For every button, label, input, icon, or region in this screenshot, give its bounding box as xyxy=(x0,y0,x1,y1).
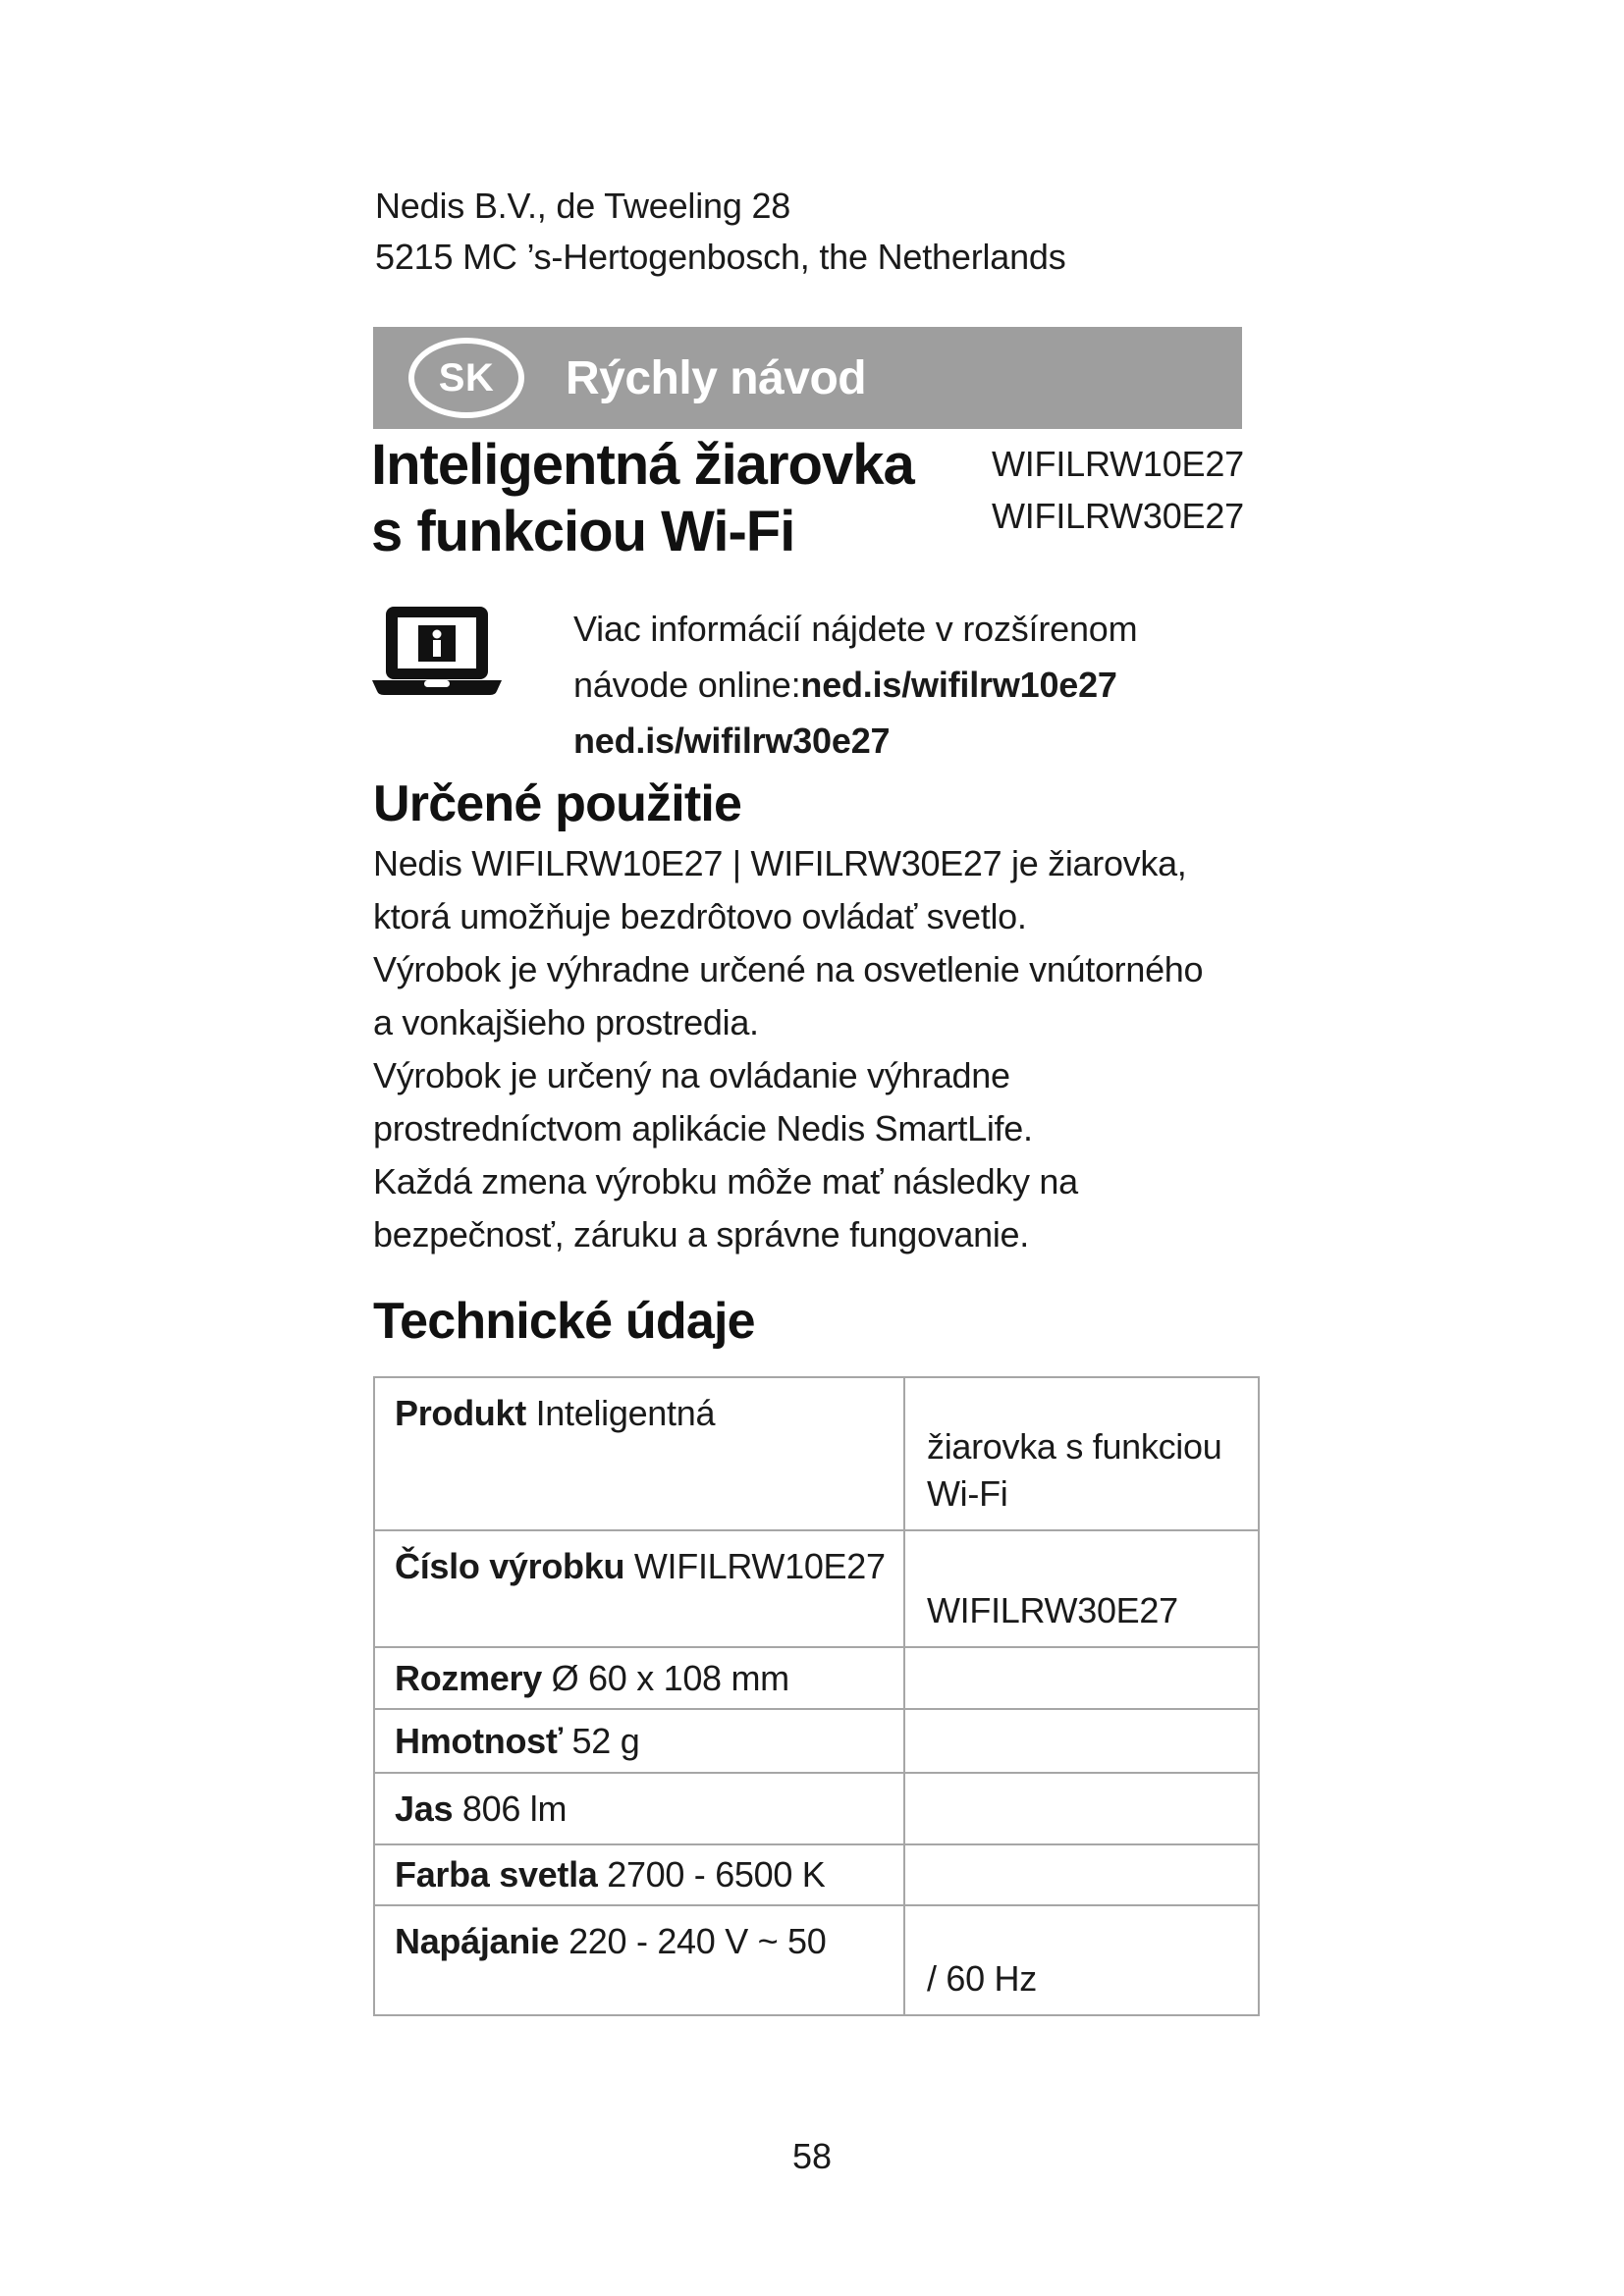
spec-article-value2: WIFILRW30E27 xyxy=(927,1590,1178,1630)
spec-brightness-cell xyxy=(375,1782,903,1837)
more-info-line-1: Viac informácií nájdete v rozšírenom xyxy=(573,609,1138,649)
manual-url-2: ned.is/wifilrw30e27 xyxy=(573,721,891,761)
table-row xyxy=(374,1647,1259,1709)
spec-power-value2: / 60 Hz xyxy=(927,1958,1037,1999)
usage-line: Výrobok je určený na ovládanie výhradne xyxy=(373,1055,1010,1095)
usage-line: Nedis WIFILRW10E27 | WIFILRW30E27 je žiarovka, xyxy=(373,843,1187,883)
product-title-line-1: Inteligentná žiarovka xyxy=(371,433,914,497)
language-badge xyxy=(408,338,524,418)
spec-article-cell xyxy=(375,1531,903,1598)
spec-label: Napájanie xyxy=(395,1921,560,1961)
model-number-2: WIFILRW30E27 xyxy=(991,496,1244,536)
model-number-1: WIFILRW10E27 xyxy=(991,444,1244,484)
page-number: 58 xyxy=(791,2136,833,2176)
spec-value: Ø 60 x 108 mm xyxy=(551,1657,789,1698)
spec-label: Rozmery xyxy=(395,1657,542,1698)
product-title-line-2: s funkciou Wi-Fi xyxy=(371,500,795,563)
table-row xyxy=(374,1530,1259,1647)
tech-specs-heading: Technické údaje xyxy=(373,1293,755,1350)
table-row xyxy=(374,1709,1259,1773)
spec-power-cell xyxy=(375,1906,903,1973)
table-row xyxy=(374,1773,1259,1844)
spec-label: Produkt xyxy=(395,1393,526,1433)
spec-label: Hmotnosť xyxy=(395,1720,563,1761)
usage-line: a vonkajšieho prostredia. xyxy=(373,1002,759,1042)
language-banner xyxy=(373,327,1242,429)
language-code: SK xyxy=(438,355,495,400)
manual-url-1: ned.is/wifilrw10e27 xyxy=(800,665,1117,705)
intended-use-paragraph xyxy=(373,837,1203,1261)
table-row xyxy=(374,1905,1259,2015)
address-line-2: 5215 MC ’s-Hertogenbosch, the Netherlands xyxy=(375,237,1066,277)
usage-line: Každá zmena výrobku môže mať následky na xyxy=(373,1161,1078,1201)
spec-value: 52 g xyxy=(571,1720,640,1761)
spec-label: Jas xyxy=(395,1788,454,1829)
more-info-line-2 xyxy=(573,657,1137,713)
laptop-info-icon xyxy=(368,605,506,703)
usage-line: Výrobok je výhradne určené na osvetlenie vnútorného xyxy=(373,949,1204,989)
spec-value: 220 - 240 V ~ 50 xyxy=(568,1921,827,1961)
spec-value: 806 lm xyxy=(461,1788,568,1829)
spec-product-cell xyxy=(375,1378,903,1445)
address-line-1: Nedis B.V., de Tweeling 28 xyxy=(375,186,791,226)
publisher-address xyxy=(375,181,1066,283)
spec-colour-cell xyxy=(375,1847,903,1902)
spec-value-continued: Wi-Fi xyxy=(927,1473,1008,1514)
tech-specs-table xyxy=(373,1376,1260,2016)
more-info-line-2-text: návode online: xyxy=(573,665,801,705)
quick-guide-label: Rýchly návod xyxy=(566,351,867,404)
table-row xyxy=(374,1377,1259,1530)
more-info-text xyxy=(573,601,1137,769)
table-row xyxy=(374,1844,1259,1905)
spec-weight-cell xyxy=(375,1714,903,1769)
spec-dimensions-cell xyxy=(375,1651,903,1706)
spec-product-value2 xyxy=(905,1415,1258,1529)
spec-value-continued: žiarovka s funkciou xyxy=(927,1426,1222,1467)
spec-label: Farba svetla xyxy=(395,1854,598,1895)
usage-line: bezpečnosť, záruku a správne fungovanie. xyxy=(373,1214,1029,1255)
product-title xyxy=(371,432,914,565)
spec-value: Inteligentná xyxy=(535,1393,716,1433)
model-numbers xyxy=(972,438,1244,542)
spec-value: 2700 - 6500 K xyxy=(607,1854,826,1895)
usage-line: prostredníctvom aplikácie Nedis SmartLife. xyxy=(373,1108,1033,1148)
intended-use-heading: Určené použitie xyxy=(373,775,742,832)
usage-line: ktorá umožňuje bezdrôtovo ovládať svetlo. xyxy=(373,896,1027,936)
spec-value: WIFILRW10E27 xyxy=(633,1546,886,1586)
spec-label: Číslo výrobku xyxy=(395,1546,625,1586)
